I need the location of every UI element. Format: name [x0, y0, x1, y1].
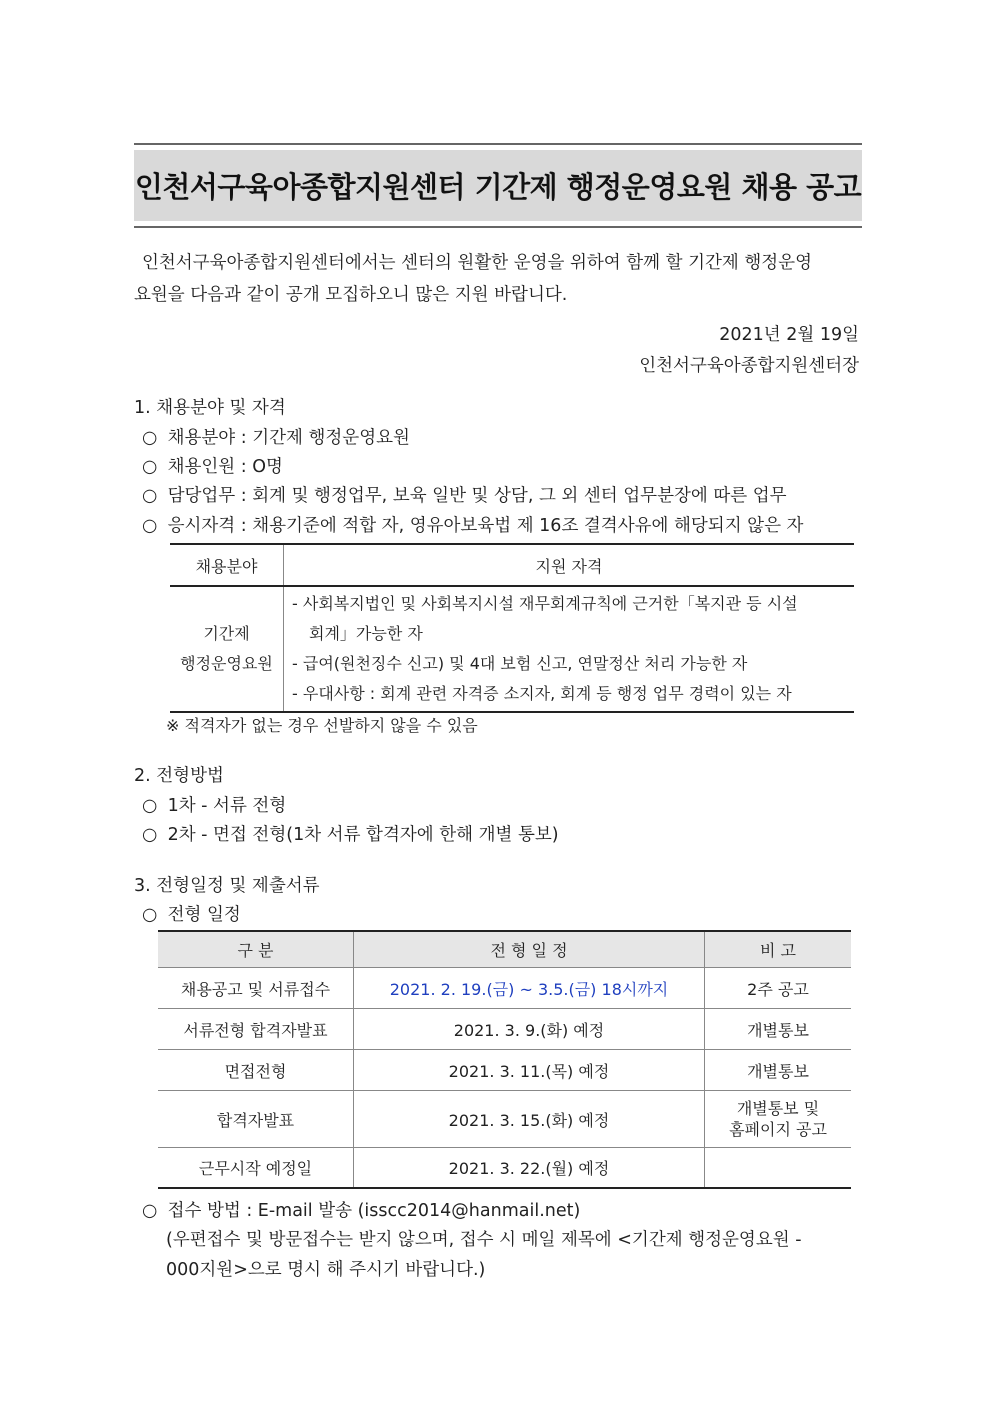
qualification-cell — [284, 586, 855, 712]
table-header-row — [158, 931, 851, 968]
header-field: 채용분야 — [170, 544, 284, 586]
section1-bullet-1: ○ 채용분야 : 기간제 행정운영요원 — [142, 428, 410, 448]
bullet-circle-icon: ○ — [142, 796, 158, 816]
submit-method: ○ 접수 방법 : E-mail 발송 (isscc2014@hanmail.net) — [142, 1201, 581, 1221]
page-title: 인천서구육아종합지원센터 기간제 행정운영요원 채용 공고 — [134, 170, 862, 204]
row-name: 면접전형 — [158, 1050, 354, 1091]
section1-bullet-2: ○ 채용인원 : O명 — [142, 457, 283, 477]
row-note: 개별통보 — [705, 1009, 852, 1050]
qual-line-1: - 사회복지법인 및 사회복지시설 재무회계규칙에 근거한「복지관 등 시설 — [292, 594, 798, 613]
row-name: 채용공고 및 서류접수 — [158, 968, 354, 1009]
bullet-circle-icon: ○ — [142, 825, 158, 845]
bullet-circle-icon: ○ — [142, 486, 158, 506]
intro-line-2: 요원을 다음과 같이 공개 모집하오니 많은 지원 바랍니다. — [134, 285, 568, 305]
bullet-circle-icon: ○ — [142, 457, 158, 477]
bullet-circle-icon: ○ — [142, 516, 158, 536]
row-name: 근무시작 예정일 — [158, 1148, 354, 1188]
row-date: 2021. 3. 22.(월) 예정 — [354, 1148, 705, 1188]
section1-bullet-3: ○ 담당업무 : 회계 및 행정업무, 보육 일반 및 상담, 그 외 센터 업무분장에 따른 업무 — [142, 486, 787, 506]
title-banner — [134, 143, 862, 228]
qualification-table — [170, 543, 854, 713]
intro-line-1: 인천서구육아종합지원센터에서는 센터의 원활한 운영을 위하여 함께 할 기간제 행정운영 — [142, 253, 812, 273]
section1-heading: 1. 채용분야 및 자격 — [134, 398, 286, 418]
qual-line-2: 회계」가능한 자 — [309, 624, 423, 643]
bullet-circle-icon: ○ — [142, 428, 158, 448]
section2-heading: 2. 전형방법 — [134, 766, 224, 786]
qual-line-3: - 급여(원천징수 신고) 및 4대 보험 신고, 연말정산 처리 가능한 자 — [292, 654, 748, 673]
section3-heading: 3. 전형일정 및 제출서류 — [134, 876, 320, 896]
row-date: 2021. 2. 19.(금) ~ 3.5.(금) 18시까지 — [354, 968, 705, 1009]
table-header-row — [170, 544, 854, 586]
header-category: 구 분 — [158, 931, 354, 968]
submit-note-1: (우편접수 및 방문접수는 받지 않으며, 접수 시 메일 제목에 <기간제 행정운영요원 - — [166, 1230, 802, 1250]
field-cell: 기간제 행정운영요원 — [170, 586, 284, 712]
bullet-circle-icon: ○ — [142, 1201, 158, 1221]
row-note: 2주 공고 — [705, 968, 852, 1009]
row-date: 2021. 3. 11.(목) 예정 — [354, 1050, 705, 1091]
row-name: 서류전형 합격자발표 — [158, 1009, 354, 1050]
bullet-circle-icon: ○ — [142, 905, 158, 925]
header-qualification: 지원 자격 — [284, 544, 855, 586]
table-row — [158, 1148, 851, 1188]
header-remark: 비 고 — [705, 931, 852, 968]
title-background — [134, 150, 862, 221]
section2-bullet-2: ○ 2차 - 면접 전형(1차 서류 합격자에 한해 개별 통보) — [142, 825, 559, 845]
notice-signer: 인천서구육아종합지원센터장 — [639, 356, 859, 376]
header-schedule: 전 형 일 정 — [354, 931, 705, 968]
row-date: 2021. 3. 15.(화) 예정 — [354, 1091, 705, 1148]
submit-note-2: 000지원>으로 명시 해 주시기 바랍니다.) — [166, 1260, 486, 1280]
section3-sub: ○ 전형 일정 — [142, 905, 241, 925]
table-row — [158, 1091, 851, 1148]
section2-bullet-1: ○ 1차 - 서류 전형 — [142, 796, 287, 816]
row-name: 합격자발표 — [158, 1091, 354, 1148]
row-note: 개별통보 및 홈페이지 공고 — [705, 1091, 852, 1148]
table-row — [170, 586, 854, 712]
section1-note: ※ 적격자가 없는 경우 선발하지 않을 수 있음 — [166, 716, 478, 735]
row-note: 개별통보 — [705, 1050, 852, 1091]
table-row — [158, 968, 851, 1009]
notice-date: 2021년 2월 19일 — [719, 325, 859, 345]
schedule-table — [158, 930, 851, 1189]
row-date: 2021. 3. 9.(화) 예정 — [354, 1009, 705, 1050]
row-note — [705, 1148, 852, 1188]
table-row — [158, 1009, 851, 1050]
qual-line-4: - 우대사항 : 회계 관련 자격증 소지자, 회계 등 행정 업무 경력이 있는 자 — [292, 684, 792, 703]
table-row — [158, 1050, 851, 1091]
section1-bullet-4: ○ 응시자격 : 채용기준에 적합 자, 영유아보육법 제 16조 결격사유에 해당되지 않은 자 — [142, 516, 804, 536]
